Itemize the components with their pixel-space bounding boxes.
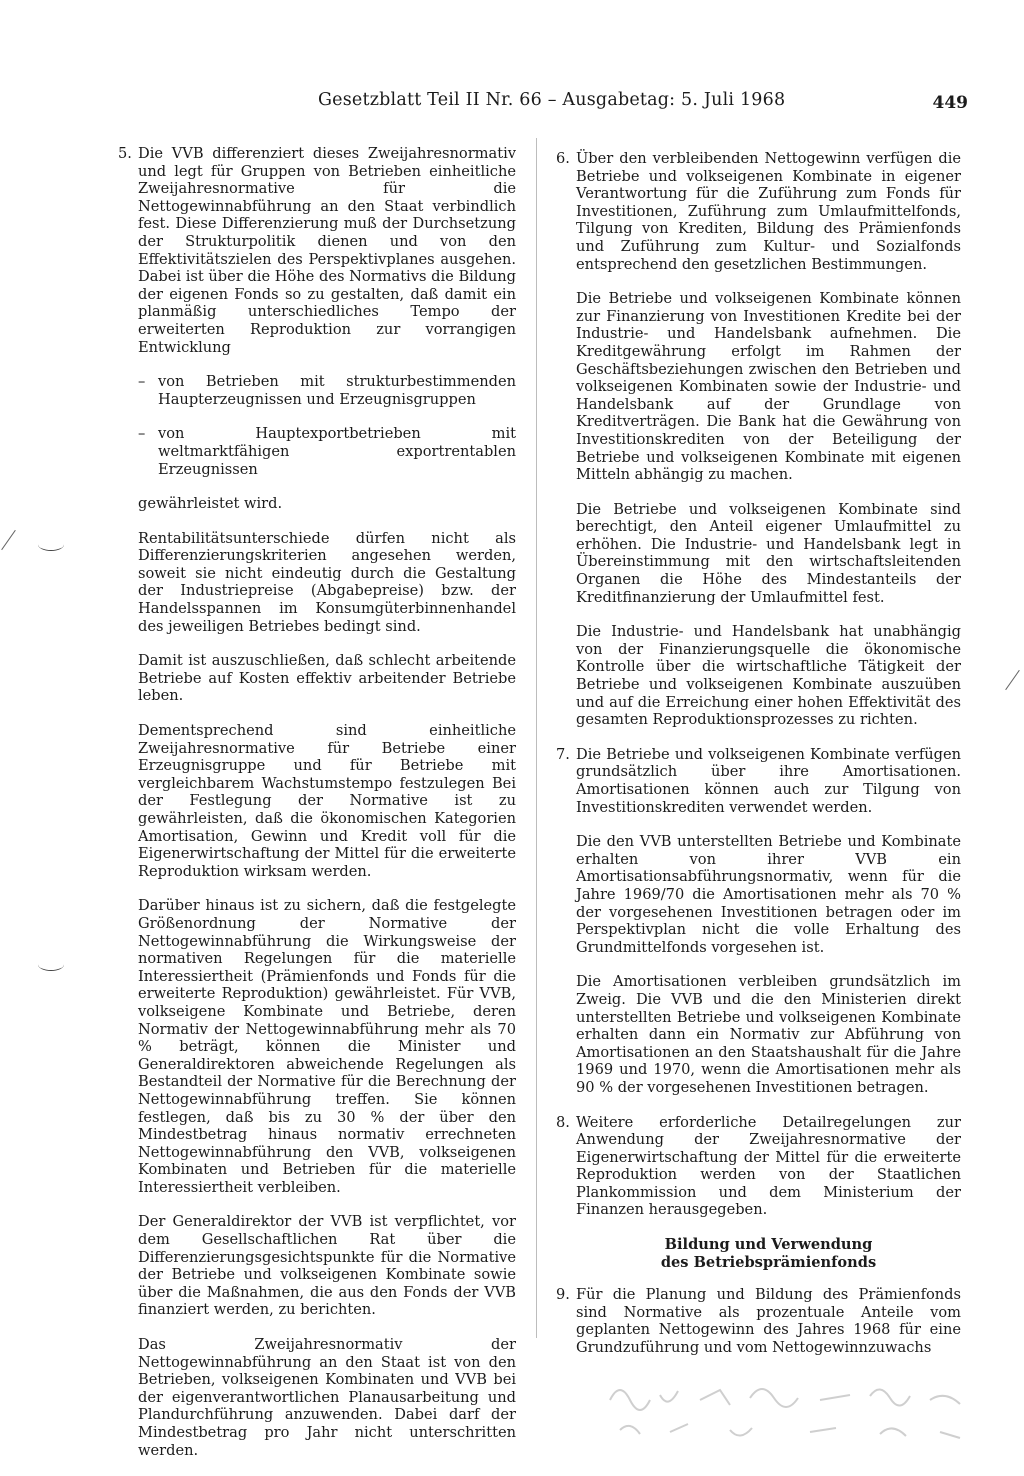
column-divider [536,138,537,1338]
faded-handwriting-scribble [600,1370,1000,1450]
section-text: Die VVB differenziert dieses Zweijahresnormativ und legt für Gruppen von Betrieben einheitliche Zweijahresnormative für die Nettogewinnabführung an den Staat verbindlich fest. Diese Differenzierung muß der Durchsetzung der Strukturpolitik dienen und von den Effektivitätszielen des Perspektivplanes ausgehen. Dabei ist über die Höhe des Normativs die Bildung der eigenen Fonds so zu gestalten, daß damit ein planmäßig unterschiedliches Tempo der erweiterten Reproduktion zur vorrangigen Entwicklung [138,145,516,356]
section-text: Über den verbleibenden Nettogewinn verfügen die Betriebe und volkseigenen Kombinate in eigener Verantwortung für die Zuführung zum Fonds für Investitionen, Zuführung zum Umlaufmittelfonds, Tilgung von Krediten, Bildung des Prämienfonds und Zuführung zum Kultur- und Sozialfonds entsprechend den gesetzlichen Bestimmungen. [576,150,961,273]
paragraph: Die den VVB unterstellten Betriebe und Kombinate erhalten von ihrer VVB ein Amortisationsabführungsnormativ, wenn für die Jahre 1969/70 die Amortisationen mehr als 70 % der vorgesehenen Investitionen betragen oder im Perspektivplan nicht die volle Erhaltung des Grundmittelfonds vorgesehen ist. [576,833,961,956]
gazette-header-title: Gesetzblatt Teil II Nr. 66 – Ausgabetag: 5. Juli 1968 [318,90,786,110]
section-number: 9. [556,1286,570,1304]
section-number: 6. [556,150,570,167]
edge-scan-mark [1,530,16,550]
paragraph: Damit ist auszuschließen, daß schlecht arbeitende Betriebe auf Kosten effektiv arbeitender Betriebe leben. [138,652,516,705]
heading-line: des Betriebsprämienfonds [660,1254,877,1272]
list-item [118,373,516,408]
paragraph: Die Amortisationen verbleiben grundsätzlich im Zweig. Die VVB und die den Ministerien direkt unterstellten Betriebe und volkseigenen Kombinate erhalten dann ein Normativ zur Abführung von Amortisationen an den Staatshaushalt für die Jahre 1969 und 1970, wenn die Amortisationen mehr als 90 % der vorgesehenen Investitionen betragen. [576,973,961,1096]
section-number: 7. [556,745,570,763]
list-item [118,425,516,478]
edge-scan-mark [1005,670,1020,690]
section-5 [118,145,516,356]
section-text: Für die Planung und Bildung des Prämienfonds sind Normative als prozentuale Anteile vom geplanten Nettogewinn des Jahres 1968 für eine Grundzuführung und vom Nettogewinnzuwachs [576,1286,961,1356]
list-item-text: von Betrieben mit strukturbestimmenden Haupterzeugnissen und Erzeugnisgruppen [158,373,516,408]
paragraph: Die Betriebe und volkseigenen Kombinate sind berechtigt, den Anteil eigener Umlaufmittel zu erhöhen. Die Industrie- und Handelsbank legt in Übereinstimmung mit den wirtschaftsleitenden Organen die Höhe des Mindestanteils der Kreditfinanzierung der Umlaufmittel fest. [576,500,961,606]
section-8 [556,1114,961,1220]
section-text: Die Betriebe und volkseigenen Kombinate verfügen grundsätzlich über ihre Amortisationen. Amortisationen können auch zur Tilgung von Investitionskrediten verwendet werden. [576,745,961,816]
section-9 [556,1286,961,1356]
paragraph: Rentabilitätsunterschiede dürfen nicht als Differenzierungskriterien angesehen werden, soweit sie nicht eindeutig durch die Gestaltung der Industriepreise (Abgabepreise) bzw. der Handelsspannen im Konsumgüterbinnenhandel des jeweiligen Betriebes bedingt sind. [138,529,516,635]
dash-bullet: – [138,373,146,391]
paragraph: Der Generaldirektor der VVB ist verpflichtet, vor dem Gesellschaftlichen Rat über die Differenzierungsgesichtspunkte für die Normative der Betriebe und volkseigenen Kombinate sowie über die Maßnahmen, die aus den Fonds der VVB finanziert werden, zu berichten. [138,1213,516,1319]
paragraph: Die Industrie- und Handelsbank hat unabhängig von der Finanzierungsquelle die ökonomische Kontrolle über die wirtschaftliche Tätigkeit der Betriebe und volkseigenen Kombinate auszuüben und auf die Erreichung einer hohen Effektivität des gesamten Reproduktionsprozesses zu richten. [576,623,961,729]
page-header [318,90,968,120]
section-heading [576,1236,961,1272]
dash-bullet: – [138,425,146,443]
paragraph: gewährleistet wird. [138,495,283,513]
section-6 [556,150,961,273]
heading-line: Bildung und Verwendung [664,1236,873,1254]
paragraph: Die Betriebe und volkseigenen Kombinate können zur Finanzierung von Investitionen Kredite bei der Industrie- und Handelsbank aufnehmen. Die Kreditgewährung erfolgt im Rahmen der Geschäftsbeziehungen zwischen den Betrieben und volkseigenen Kombinaten sowie der Industrie- und Handelsbank auf der Grundlage von Kreditverträgen. Die Bank hat die Gewährung von Investitionskrediten von der Beteiligung der Betriebe und volkseigenen Kombinate mit eigenen Mitteln abhängig zu machen. [576,290,961,484]
section-number: 8. [556,1113,570,1131]
right-column [556,150,961,1373]
paragraph: Dementsprechend sind einheitliche Zweijahresnormative für Betriebe einer Erzeugnisgruppe und für Betriebe mit vergleichbarem Wachstumstempo festzulegen Bei der Festlegung der Normative ist zu gewährleisten, daß die ökonomischen Kategorien Amortisation, Gewinn und Kredit voll für die Eigenerwirtschaftung der Mittel für die erweiterte Reproduktion wirksam werden. [138,722,516,880]
left-column [118,145,516,1476]
margin-pencil-mark [38,538,64,551]
section-7 [556,746,961,816]
section-text: Weitere erforderliche Detailregelungen zur Anwendung der Zweijahresnormative der Eigenerwirtschaftung der Mittel für die erweiterte Reproduktion werden von der Staatlichen Plankommission und dem Ministerium der Finanzen herausgegeben. [576,1113,961,1219]
page-number: 449 [932,93,968,113]
section-number: 5. [118,145,132,162]
margin-pencil-mark [38,958,64,971]
paragraph: Das Zweijahresnormativ der Nettogewinnabführung an den Staat ist von den Betrieben, volkseigenen Kombinaten und VVB bei der eigenverantwortlichen Planausarbeitung und Plandurchführung anzuwenden. Dabei darf der Mindestbetrag pro Jahr nicht unterschritten werden. [138,1336,516,1459]
paragraph: Darüber hinaus ist zu sichern, daß die festgelegte Größenordnung der Normative der Nettogewinnabführung die Wirkungsweise der normativen Regelungen für die materielle Interessiertheit (Prämienfonds und Fonds für die erweiterte Reproduktion) gewährleistet. Für VVB, volkseigene Kombinate und Betriebe, deren Normativ der Nettogewinnabführung mehr als 70 % beträgt, können die Minister und Generaldirektoren abweichende Regelungen als Bestandteil der Normative für die Berechnung der Nettogewinnabführung treffen. Sie können festlegen, daß bis zu 30 % der über den Mindestbetrag hinaus normativ errechneten Nettogewinnabführung den VVB, volkseigenen Kombinaten und Betrieben für die materielle Interessiertheit verbleiben. [138,897,516,1196]
list-item-text: von Hauptexportbetrieben mit weltmarktfähigen exportrentablen Erzeugnissen [158,425,516,478]
